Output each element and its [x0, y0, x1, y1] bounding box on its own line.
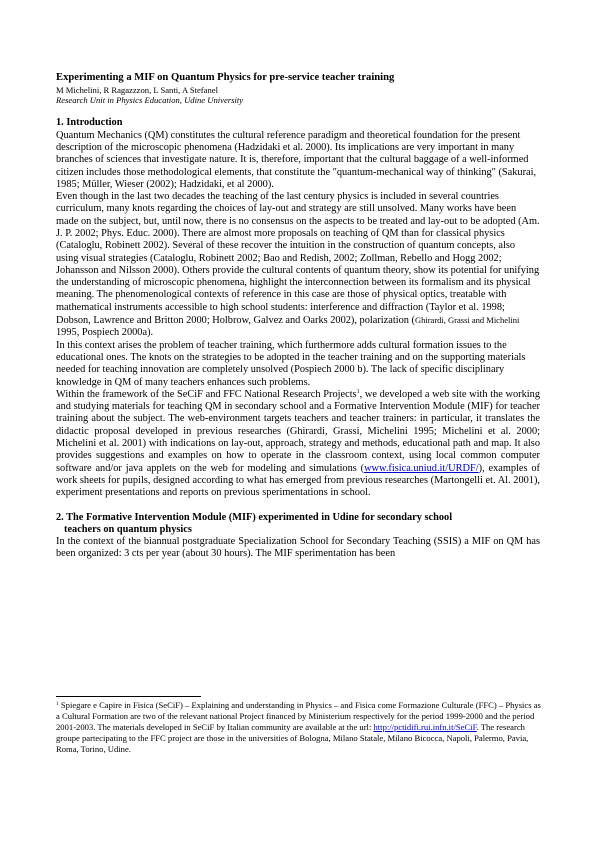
footnote-marker: 1: [356, 388, 360, 395]
section-1-paragraph-2: [56, 191, 540, 340]
footnote-text: Spiegare e Capire in Fisica (SeCiF) – Explaining and understanding in Physics – and Fisica come Formazione Culturale (FFC) – Physics as a Cultural Formation are two of the relevant national Project financed by Ministerium respectively for the period 1999-2000 and the period 2001-2003. The materials developed in SeCiF by Italian community are available at the url:: [56, 700, 541, 732]
section-1-paragraph-1: Quantum Mechanics (QM) constitutes the cultural reference paradigm and theoretical foundation for the present description of the microscopic phenomena (Hadzidaki et al. 2000). Its implications are very important in many branches of sciences that investigate nature. It is, therefore, important that the cultural baggage of a well-informed citizen includes those methodological elements, that constitute the "quantum-mechanical way of thinking" (Sakurai, 1985; Müller, Wieser (2002); Hadzidaki, et al 2000).: [56, 129, 537, 190]
paper-title: Experimenting a MIF on Quantum Physics for pre-service teacher training: [56, 72, 395, 83]
section-2-heading: [56, 512, 540, 537]
paragraph-text: 1995, Pospiech 2000a).: [56, 327, 154, 339]
section-2-heading-line-1: 2. The Formative Intervention Module (MIF) experimented in Udine for secondary school: [56, 511, 453, 523]
section-1-paragraph-3: In this context arises the problem of teacher training, which furthermore adds cultural formation issues to the educational ones. The knots on the strategies to be adopted in the teacher training and on the supporting materials needed for teaching innovation are completely unsolved (Pospiech 2000 b). The lack of specific disciplinary knowledge in QM of many teachers enhances such problems.: [56, 339, 526, 388]
section-1-heading: 1. Introduction: [56, 117, 123, 129]
section-2-paragraph-1: In the context of the biannual postgraduate Specialization School for Secondary Teaching (SSIS) a MIF on QM has been organized: 3 cts per year (about 30 hours). The MIF sperimentation has been: [56, 536, 540, 560]
section-2-heading-block: [56, 512, 540, 537]
paper-page: [56, 66, 540, 561]
affiliation: Research Unit in Physics Education, Udine University: [56, 94, 244, 105]
secif-link[interactable]: http://pctidifi.rui.infn.it/SeCiF: [373, 722, 477, 732]
authors: M Michelini, R Ragazzzon, L Santi, A Stefanel: [56, 84, 218, 95]
footnote-text: . The research groupe partecipating to the FFC project are those in the universities of Bologna, Milano Statale, Milano Bicocca, Napoli, Palermo, Pavia, Roma, Torino, Udine.: [56, 722, 529, 754]
section-2-heading-line-2: teachers on quantum physics: [64, 523, 192, 535]
footnote: [56, 700, 544, 755]
urdf-link[interactable]: www.fisica.uniud.it/URDF/: [364, 462, 479, 474]
paragraph-text: ), examples of work sheets for pupils, designed according to what has emerged from previous researches (Martongelli et. Al. 2001), experiment presentations and reports on previous sperimentations in school.: [56, 462, 540, 499]
footnote-divider: [56, 696, 201, 697]
paragraph-text: , we developed a web site with the working and studying materials for teaching QM in secondary school and a Formative Intervention Module (MIF) for teacher training about the subject. The web-environment targets teachers and teacher trainers: in particular, it translates the didactic proposal developed in previous researches (Ghirardi, Grassi, Michelini 1995; Michelini et al. 2000; Michelini et al. 2001) with indications on lay-out, approach, strategy and methods, educational path and map. It also provides suggestions and examples on how to operate in the classroom context, using local common computer software and/or java applets on the web for modeling and simulations (: [56, 388, 540, 474]
citation-small: Ghirardi, Grassi and Michelini: [414, 315, 520, 326]
paragraph-text: Even though in the last two decades the teaching of the last century physics is included in several countries curriculum, many knots regarding the choices of lay-out and strategy are still unsolved. Many works have been made on the subject, but, until now, there is no consensus on the aspects to be treated and lay-out to be adopted (Am. J. P. 2002; Phys. Educ. 2000). There are almost more proposals on teaching of QM than for classical physics (Cataloglu, Robinett 2002). Several of these recover the intuition in the construction of quantum concepts, also using visual strategies (Cataloglu, Robinett 2002; Bao and Redish, 2002; Zollman, Rebello and Hogg 2002; Johansson and Nilsson 2000). Others provide the cultural contents of quantum theory, show its potential for unifying the understanding of microscopic phenomena, highlight the interconnection between its formalism and its physical meaning. The phenomenological contexts of reference in this case are those of physical optics, treatable with mathematical instruments accessible to high school students: interference and diffraction (Taylor et al. 1998; Dobson, Lawrence and Britton 2000; Holbrow, Galvez and Oarks 2002), polarization (: [56, 191, 540, 327]
paragraph-text: Within the framework of the SeCiF and FFC National Research Projects: [56, 388, 357, 400]
section-1-paragraph-4: [56, 389, 540, 500]
footnote-number: 1: [56, 701, 59, 707]
